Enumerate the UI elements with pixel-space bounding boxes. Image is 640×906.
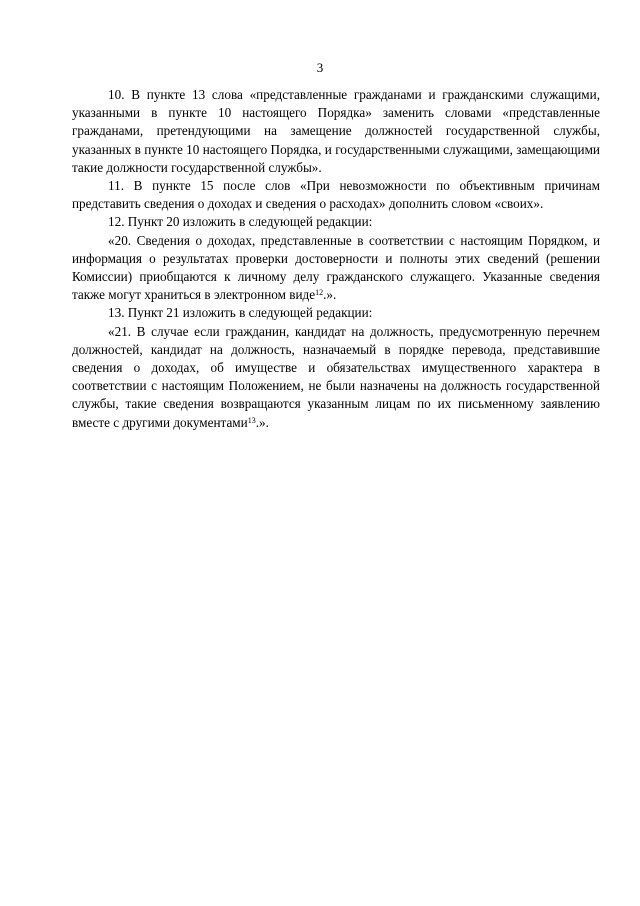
paragraph-text: 11. В пункте 15 после слов «При невозможности по объективным причинам представить сведения о доходах и сведения о расходах» дополнить словом «своих». bbox=[72, 178, 600, 212]
paragraph-tail: .». bbox=[323, 287, 337, 303]
paragraph-text: 12. Пункт 20 изложить в следующей редакции: bbox=[108, 214, 373, 230]
paragraph-text: 10. В пункте 13 слова «представленные гражданами и гражданскими служащими, указанными в пункте 10 настоящего Порядка» заменить словами «представленные гражданами, претендующими на замещение должностей государственной службы, указанных в пункте 10 настоящего Порядка, и государственными служащими, замещающими такие должности государственной службы». bbox=[72, 87, 600, 175]
paragraph-quote-20 bbox=[72, 232, 600, 305]
footnote-marker: 13 bbox=[247, 415, 256, 425]
page-number: 3 bbox=[316, 60, 324, 75]
paragraph-item-13 bbox=[72, 304, 600, 322]
paragraph-text: 13. Пункт 21 изложить в следующей редакции: bbox=[108, 305, 373, 321]
paragraph-tail: .». bbox=[255, 414, 269, 430]
document-body bbox=[72, 86, 600, 432]
paragraph-item-11 bbox=[72, 177, 600, 213]
paragraph-item-10 bbox=[72, 86, 600, 177]
paragraph-text: «21. В случае если гражданин, кандидат на должность, предусмотренную перечнем должностей, кандидат на должность, назначаемый в порядке перевода, представившие сведения о доходах, об имуществе и обязательствах имущественного характера в соответствии с настоящим Положением, не были назначены на должность государственной службы, такие сведения возвращаются указанным лицам по их письменному заявлению вместе с другими документами bbox=[72, 323, 600, 430]
paragraph-text: «20. Сведения о доходах, представленные в соответствии с настоящим Порядком, и информация о результатах проверки достоверности и полноты этих сведений (решении Комиссии) приобщаются к личному делу гражданского служащего. Указанные сведения также могут храниться в электронном виде bbox=[72, 232, 600, 303]
paragraph-item-12 bbox=[72, 213, 600, 231]
footnote-marker: 12 bbox=[315, 288, 324, 298]
paragraph-quote-21 bbox=[72, 323, 600, 432]
